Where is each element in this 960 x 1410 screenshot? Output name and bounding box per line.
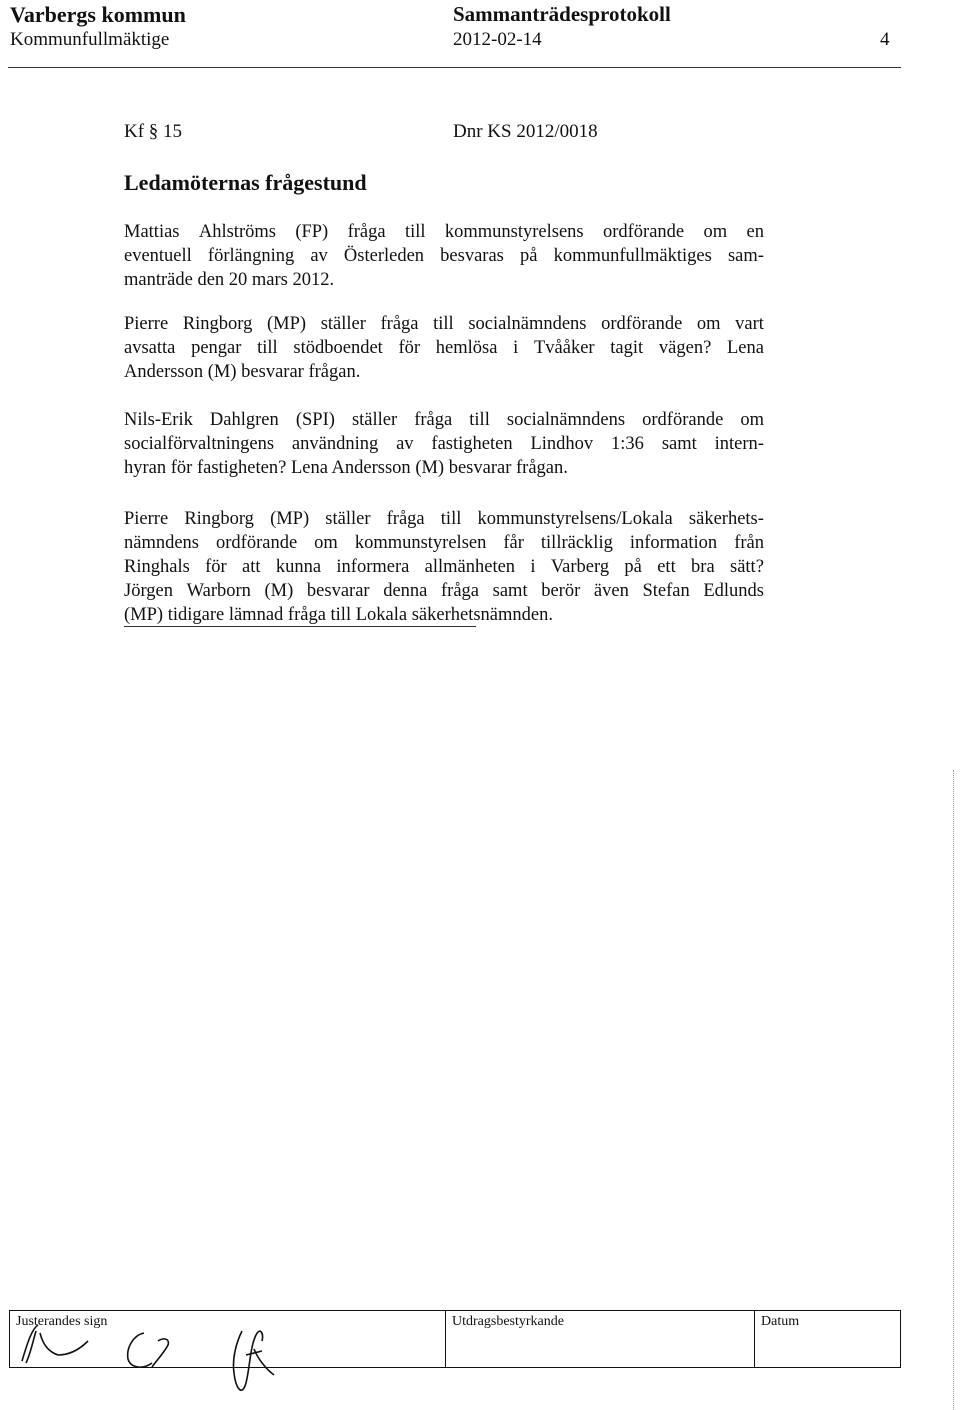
header-divider xyxy=(8,67,901,68)
datum-cell xyxy=(755,1311,901,1368)
word: bra xyxy=(691,557,715,577)
word: denna xyxy=(383,581,428,601)
word: 2012. xyxy=(287,270,335,290)
word: till xyxy=(325,605,352,625)
word: socialförvaltningens xyxy=(124,434,275,454)
word: ordförande xyxy=(216,533,298,553)
word: av xyxy=(310,246,328,266)
underline-stroke xyxy=(124,626,476,627)
word: socialnämndens xyxy=(506,410,626,430)
word: tagit xyxy=(610,338,644,358)
text-line xyxy=(124,312,764,336)
word: även xyxy=(593,581,629,601)
word: Nils-Erik xyxy=(124,410,193,430)
word: sätt? xyxy=(730,557,764,577)
word: allmänheten xyxy=(424,557,516,577)
handwritten-signatures xyxy=(10,1311,433,1401)
word: kommunstyrelsen xyxy=(354,533,487,553)
text-line xyxy=(124,268,764,292)
word: kommunstyrelsens xyxy=(444,222,584,242)
word: Lena xyxy=(286,458,328,478)
word: 1:36 xyxy=(611,434,644,454)
word: Ringborg xyxy=(182,314,253,334)
word: fråga xyxy=(380,314,419,334)
word: Ringhals xyxy=(124,557,190,577)
word: frågan. xyxy=(511,458,568,478)
word: från xyxy=(734,533,764,553)
diary-number: Dnr KS 2012/0018 xyxy=(453,121,598,142)
word: i xyxy=(513,338,519,358)
word: (M) xyxy=(264,581,294,601)
paragraph-2 xyxy=(124,312,764,384)
word: för xyxy=(205,557,227,577)
word: Andersson xyxy=(124,362,204,382)
word: Warborn xyxy=(186,581,251,601)
justerandes-sign-label: Justerandes sign xyxy=(16,1314,108,1329)
word: besvarar xyxy=(306,581,370,601)
word: vart xyxy=(735,314,764,334)
word: nämndens xyxy=(124,533,200,553)
word: (MP) xyxy=(270,509,310,529)
word: fråga xyxy=(386,509,425,529)
word: fråga xyxy=(414,410,453,430)
word: ställer xyxy=(351,410,398,430)
word: kunna xyxy=(275,557,322,577)
word: till xyxy=(469,410,490,430)
justerandes-sign-cell xyxy=(10,1311,446,1368)
word: lämnad xyxy=(224,605,284,625)
text-line xyxy=(124,360,764,384)
word: (MP) xyxy=(267,314,307,334)
word: (MP) xyxy=(124,605,164,625)
word: säkerhetsnämnden. xyxy=(407,605,553,625)
utdragsbestyrkande-label: Utdragsbestyrkande xyxy=(452,1314,564,1329)
word: eventuell xyxy=(124,246,192,266)
word: fastigheten xyxy=(431,434,513,454)
word: vägen? xyxy=(658,338,712,358)
text-line xyxy=(124,531,764,555)
datum-label: Datum xyxy=(761,1314,800,1329)
word: fråga xyxy=(347,222,386,242)
word: manträde xyxy=(124,270,193,290)
word: ordförande xyxy=(601,314,683,334)
word: till xyxy=(404,222,426,242)
word: 20 xyxy=(224,270,248,290)
word: ställer xyxy=(320,314,366,334)
word: på xyxy=(519,246,538,266)
text-line xyxy=(124,456,764,480)
word: Ringborg xyxy=(184,509,254,529)
word: ordförande xyxy=(602,222,685,242)
word: hyran xyxy=(124,458,167,478)
utdragsbestyrkande-cell xyxy=(446,1311,755,1368)
word: (FP) xyxy=(295,222,329,242)
organization-name: Varbergs kommun xyxy=(10,2,186,27)
word: Pierre xyxy=(124,509,169,529)
word: för xyxy=(166,458,193,478)
word: fastigheten? xyxy=(192,458,287,478)
word: att xyxy=(242,557,261,577)
word: till xyxy=(433,314,454,334)
word: ställer xyxy=(325,509,371,529)
word: Pierre xyxy=(124,314,169,334)
word: Mattias xyxy=(124,222,180,242)
signature-table xyxy=(9,1310,901,1368)
word: ett xyxy=(657,557,676,577)
decision-body: Kommunfullmäktige xyxy=(10,29,170,50)
word: (M) xyxy=(203,362,237,382)
word: information xyxy=(629,533,718,553)
word: besvaras xyxy=(440,246,504,266)
word: den xyxy=(192,270,225,290)
word: om xyxy=(696,314,721,334)
text-line xyxy=(124,408,764,432)
word: socialnämndens xyxy=(468,314,587,334)
word: intern- xyxy=(714,434,764,454)
word: Österleden xyxy=(343,246,425,266)
word: pengar xyxy=(191,338,242,358)
text-line xyxy=(124,336,764,360)
paragraph-3 xyxy=(124,408,764,480)
word: (M) xyxy=(410,458,445,478)
text-line xyxy=(124,579,764,603)
word: till xyxy=(440,509,462,529)
meeting-date: 2012-02-14 xyxy=(453,29,542,50)
word: Andersson xyxy=(327,458,411,478)
text-line xyxy=(124,507,764,531)
word: tidigare xyxy=(163,605,225,625)
word: om xyxy=(314,533,338,553)
word: av xyxy=(396,434,414,454)
word: sam- xyxy=(727,246,764,266)
text-line xyxy=(124,244,764,268)
section-heading: Ledamöternas frågestund xyxy=(124,170,367,195)
word: i xyxy=(530,557,536,577)
word: stödboendet xyxy=(293,338,383,358)
word: Lena xyxy=(726,338,764,358)
word: om xyxy=(740,410,764,430)
word: till xyxy=(257,338,278,358)
word: hemlösa xyxy=(435,338,498,358)
word: tillräcklig xyxy=(540,533,613,553)
word: ordförande xyxy=(642,410,724,430)
word: samt xyxy=(661,434,697,454)
word: Jörgen xyxy=(124,581,173,601)
word: på xyxy=(624,557,642,577)
text-line xyxy=(124,555,764,579)
text-line xyxy=(124,432,764,456)
word: Dahlgren xyxy=(209,410,279,430)
word: Varberg xyxy=(550,557,610,577)
paragraph-4 xyxy=(124,507,764,627)
word: informera xyxy=(336,557,410,577)
word: får xyxy=(503,533,524,553)
word: användning xyxy=(291,434,379,454)
word: om xyxy=(703,222,728,242)
word: fråga xyxy=(441,581,480,601)
word: kommunfullmäktiges xyxy=(553,246,712,266)
word: berör xyxy=(541,581,581,601)
word: (SPI) xyxy=(295,410,335,430)
word: frågan. xyxy=(303,362,361,382)
word: Tvååker xyxy=(533,338,595,358)
word: avsatta xyxy=(124,338,176,358)
paragraph-id: Kf § 15 xyxy=(124,121,183,142)
word: kommunstyrelsens/Lokala xyxy=(477,509,673,529)
word: förlängning xyxy=(207,246,295,266)
document-type: Sammanträdesprotokoll xyxy=(453,2,671,26)
text-line xyxy=(124,220,764,244)
paragraph-1 xyxy=(124,220,764,292)
word: Edlunds xyxy=(703,581,764,601)
word: Stefan xyxy=(642,581,690,601)
word: besvarar xyxy=(236,362,304,382)
word: mars xyxy=(247,270,288,290)
page-edge-line xyxy=(953,770,954,1410)
word: Ahlströms xyxy=(198,222,276,242)
word: säkerhets- xyxy=(688,509,764,529)
word: för xyxy=(398,338,421,358)
text-line xyxy=(124,603,764,627)
word: fråga xyxy=(283,605,326,625)
word: samt xyxy=(492,581,528,601)
word: besvarar xyxy=(444,458,512,478)
page-number: 4 xyxy=(880,29,890,50)
word: Lindhov xyxy=(530,434,594,454)
word: en xyxy=(746,222,764,242)
word: Lokala xyxy=(351,605,408,625)
